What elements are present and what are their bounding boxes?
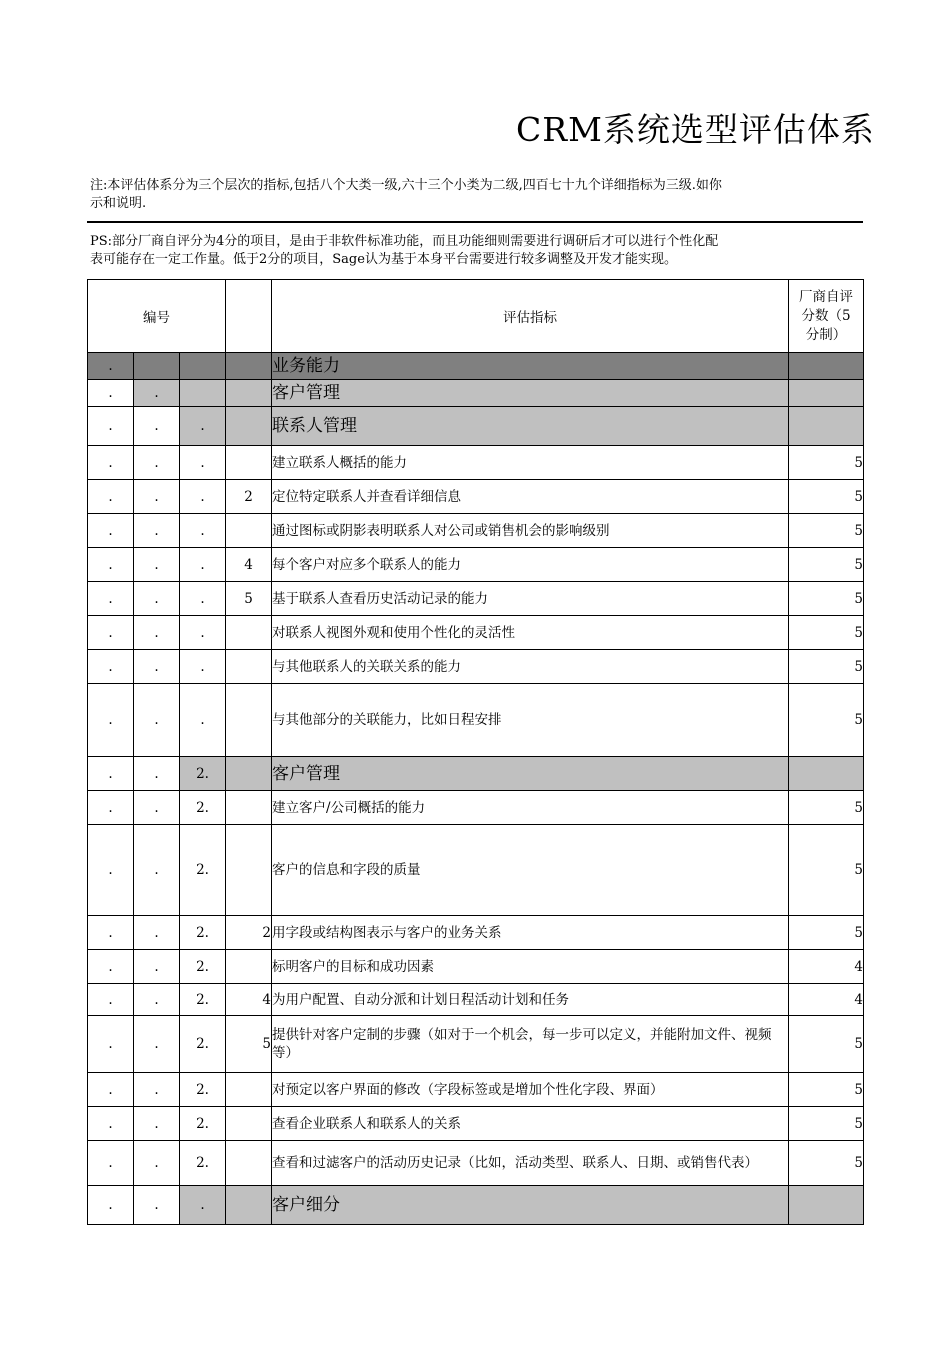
- ps-line-2: 表可能存在一定工作量。低于2分的项目，Sage认为基于本身平台需要进行较多调整及开发才能实现。: [90, 252, 677, 267]
- level1-cell: .: [88, 950, 134, 984]
- header-score-line-1: 厂商自评: [799, 288, 854, 305]
- header-score-line-2: 分数（5: [801, 307, 851, 324]
- level2-cell: .: [134, 582, 180, 616]
- level1-cell: .: [88, 1141, 134, 1186]
- level2-cell: [134, 353, 180, 380]
- table-row: [88, 1016, 864, 1073]
- level4-cell: 4: [226, 548, 272, 582]
- level1-cell: .: [88, 791, 134, 825]
- table-row: [88, 916, 864, 950]
- level2-cell: .: [134, 950, 180, 984]
- level3-cell: 2.: [180, 950, 226, 984]
- score-cell: 5: [789, 1073, 864, 1107]
- level3-cell: [180, 380, 226, 407]
- level3-cell: [180, 353, 226, 380]
- ps-line-1: PS:部分厂商自评分为4分的项目，是由于非软件标准功能，而且功能细则需要进行调研后才可以进行个性化配: [90, 234, 719, 249]
- indicator-cell: 客户的信息和字段的质量: [272, 825, 789, 916]
- level1-cell: .: [88, 514, 134, 548]
- table-row: [88, 407, 864, 446]
- level3-cell: .: [180, 514, 226, 548]
- indicator-cell: 与其他联系人的关联关系的能力: [272, 650, 789, 684]
- table-row: [88, 1186, 864, 1225]
- table-row: [88, 480, 864, 514]
- header-blank: [226, 280, 272, 353]
- indicator-cell: 查看和过滤客户的活动历史记录（比如，活动类型、联系人、日期、或销售代表）: [272, 1141, 789, 1186]
- level3-cell: .: [180, 582, 226, 616]
- level2-cell: .: [134, 684, 180, 757]
- score-cell: [789, 353, 864, 380]
- indicator-cell: 查看企业联系人和联系人的关系: [272, 1107, 789, 1141]
- header-score-line-3: 分制）: [805, 326, 847, 343]
- level2-cell: .: [134, 446, 180, 480]
- indicator-cell: 建立联系人概括的能力: [272, 446, 789, 480]
- indicator-cell: 基于联系人查看历史活动记录的能力: [272, 582, 789, 616]
- score-cell: 5: [789, 684, 864, 757]
- level2-cell: .: [134, 791, 180, 825]
- table-row: [88, 1073, 864, 1107]
- level3-cell: .: [180, 446, 226, 480]
- score-cell: 5: [789, 480, 864, 514]
- level2-cell: .: [134, 1141, 180, 1186]
- level2-cell: .: [134, 548, 180, 582]
- level1-cell: .: [88, 616, 134, 650]
- level2-cell: .: [134, 825, 180, 916]
- indicator-cell: 标明客户的目标和成功因素: [272, 950, 789, 984]
- level2-cell: .: [134, 380, 180, 407]
- indicator-cell: 提供针对客户定制的步骤（如对于一个机会，每一步可以定义，并能附加文件、视频等）: [272, 1016, 789, 1073]
- level1-cell: .: [88, 1016, 134, 1073]
- score-cell: [789, 380, 864, 407]
- indicator-cell: 客户管理: [272, 757, 789, 791]
- indicator-cell: 业务能力: [272, 353, 789, 380]
- score-cell: 5: [789, 791, 864, 825]
- level1-cell: .: [88, 582, 134, 616]
- level1-cell: .: [88, 684, 134, 757]
- level2-cell: .: [134, 1073, 180, 1107]
- table-row: [88, 950, 864, 984]
- level4-cell: [226, 1107, 272, 1141]
- score-cell: 5: [789, 825, 864, 916]
- level4-cell: [226, 407, 272, 446]
- level2-cell: .: [134, 616, 180, 650]
- level1-cell: .: [88, 825, 134, 916]
- indicator-cell: 联系人管理: [272, 407, 789, 446]
- indicator-cell: 用字段或结构图表示与客户的业务关系: [272, 916, 789, 950]
- level4-cell: [226, 1073, 272, 1107]
- table-row: [88, 582, 864, 616]
- score-cell: 4: [789, 984, 864, 1016]
- level1-cell: .: [88, 984, 134, 1016]
- level2-cell: .: [134, 1186, 180, 1225]
- indicator-cell: 与其他部分的关联能力，比如日程安排: [272, 684, 789, 757]
- level2-cell: .: [134, 1107, 180, 1141]
- level4-cell: [226, 446, 272, 480]
- level1-cell: .: [88, 916, 134, 950]
- level4-cell: 2: [226, 480, 272, 514]
- level3-cell: .: [180, 407, 226, 446]
- level3-cell: 2.: [180, 757, 226, 791]
- note-line-1: 注:本评估体系分为三个层次的指标,包括八个大类一级,六十三个小类为二级,四百七十九个详细指标为三级.如你: [90, 178, 722, 193]
- level4-cell: [226, 650, 272, 684]
- header-indicator: 评估指标: [272, 280, 789, 353]
- level1-cell: .: [88, 446, 134, 480]
- table-row: [88, 791, 864, 825]
- note-text: [90, 177, 920, 213]
- score-cell: [789, 1186, 864, 1225]
- table-row: [88, 757, 864, 791]
- level4-cell: [226, 380, 272, 407]
- level1-cell: .: [88, 1186, 134, 1225]
- level4-cell: [226, 353, 272, 380]
- level3-cell: .: [180, 1186, 226, 1225]
- indicator-cell: 定位特定联系人并查看详细信息: [272, 480, 789, 514]
- header-number: 编号: [88, 280, 226, 353]
- score-cell: 5: [789, 616, 864, 650]
- table-header: [88, 280, 864, 353]
- header-score: [789, 280, 864, 353]
- score-cell: 5: [789, 1107, 864, 1141]
- table-row: [88, 984, 864, 1016]
- score-cell: 5: [789, 916, 864, 950]
- level1-cell: .: [88, 1107, 134, 1141]
- level2-cell: .: [134, 480, 180, 514]
- level4-cell: [226, 825, 272, 916]
- level3-cell: 2.: [180, 1107, 226, 1141]
- level3-cell: .: [180, 684, 226, 757]
- note-line-2: 示和说明.: [90, 196, 147, 211]
- level3-cell: .: [180, 650, 226, 684]
- level2-cell: .: [134, 407, 180, 446]
- score-cell: 5: [789, 514, 864, 548]
- level1-cell: .: [88, 407, 134, 446]
- level4-cell: 4: [226, 984, 272, 1016]
- level2-cell: .: [134, 514, 180, 548]
- level4-cell: [226, 950, 272, 984]
- indicator-cell: 通过图标或阴影表明联系人对公司或销售机会的影响级别: [272, 514, 789, 548]
- score-cell: 5: [789, 650, 864, 684]
- level1-cell: .: [88, 480, 134, 514]
- level4-cell: 2: [226, 916, 272, 950]
- level2-cell: .: [134, 984, 180, 1016]
- level3-cell: .: [180, 616, 226, 650]
- level4-cell: 5: [226, 582, 272, 616]
- level4-cell: 5: [226, 1016, 272, 1073]
- indicator-cell: 为用户配置、自动分派和计划日程活动计划和任务: [272, 984, 789, 1016]
- level1-cell: .: [88, 1073, 134, 1107]
- level3-cell: 2.: [180, 791, 226, 825]
- level2-cell: .: [134, 916, 180, 950]
- level3-cell: .: [180, 548, 226, 582]
- level3-cell: 2.: [180, 916, 226, 950]
- level4-cell: [226, 1141, 272, 1186]
- level4-cell: [226, 757, 272, 791]
- level3-cell: 2.: [180, 1073, 226, 1107]
- indicator-cell: 客户细分: [272, 1186, 789, 1225]
- indicator-cell: 每个客户对应多个联系人的能力: [272, 548, 789, 582]
- level4-cell: [226, 684, 272, 757]
- level3-cell: 2.: [180, 825, 226, 916]
- score-cell: 5: [789, 446, 864, 480]
- indicator-cell: 对预定以客户界面的修改（字段标签或是增加个性化字段、界面）: [272, 1073, 789, 1107]
- table-row: [88, 353, 864, 380]
- divider: [87, 221, 863, 223]
- table-row: [88, 616, 864, 650]
- score-cell: 5: [789, 548, 864, 582]
- table-row: [88, 1107, 864, 1141]
- indicator-cell: 对联系人视图外观和使用个性化的灵活性: [272, 616, 789, 650]
- score-cell: 5: [789, 1016, 864, 1073]
- score-cell: 5: [789, 582, 864, 616]
- level3-cell: 2.: [180, 1141, 226, 1186]
- level4-cell: [226, 791, 272, 825]
- table-row: [88, 650, 864, 684]
- level3-cell: .: [180, 480, 226, 514]
- table-row: [88, 548, 864, 582]
- table-row: [88, 380, 864, 407]
- indicator-cell: 客户管理: [272, 380, 789, 407]
- score-cell: [789, 757, 864, 791]
- table-row: [88, 825, 864, 916]
- level3-cell: 2.: [180, 1016, 226, 1073]
- table-row: [88, 446, 864, 480]
- level3-cell: 2.: [180, 984, 226, 1016]
- score-cell: [789, 407, 864, 446]
- indicator-cell: 建立客户/公司概括的能力: [272, 791, 789, 825]
- level4-cell: [226, 514, 272, 548]
- ps-text: [90, 233, 890, 269]
- level2-cell: .: [134, 1016, 180, 1073]
- level4-cell: [226, 616, 272, 650]
- page-title: CRM系统选型评估体系: [516, 110, 875, 149]
- score-cell: 5: [789, 1141, 864, 1186]
- evaluation-table: [87, 279, 864, 1225]
- level1-cell: .: [88, 353, 134, 380]
- level2-cell: .: [134, 650, 180, 684]
- level4-cell: [226, 1186, 272, 1225]
- level1-cell: .: [88, 548, 134, 582]
- table-row: [88, 514, 864, 548]
- level2-cell: .: [134, 757, 180, 791]
- level1-cell: .: [88, 757, 134, 791]
- table-row: [88, 1141, 864, 1186]
- table-row: [88, 684, 864, 757]
- level1-cell: .: [88, 650, 134, 684]
- score-cell: 4: [789, 950, 864, 984]
- level1-cell: .: [88, 380, 134, 407]
